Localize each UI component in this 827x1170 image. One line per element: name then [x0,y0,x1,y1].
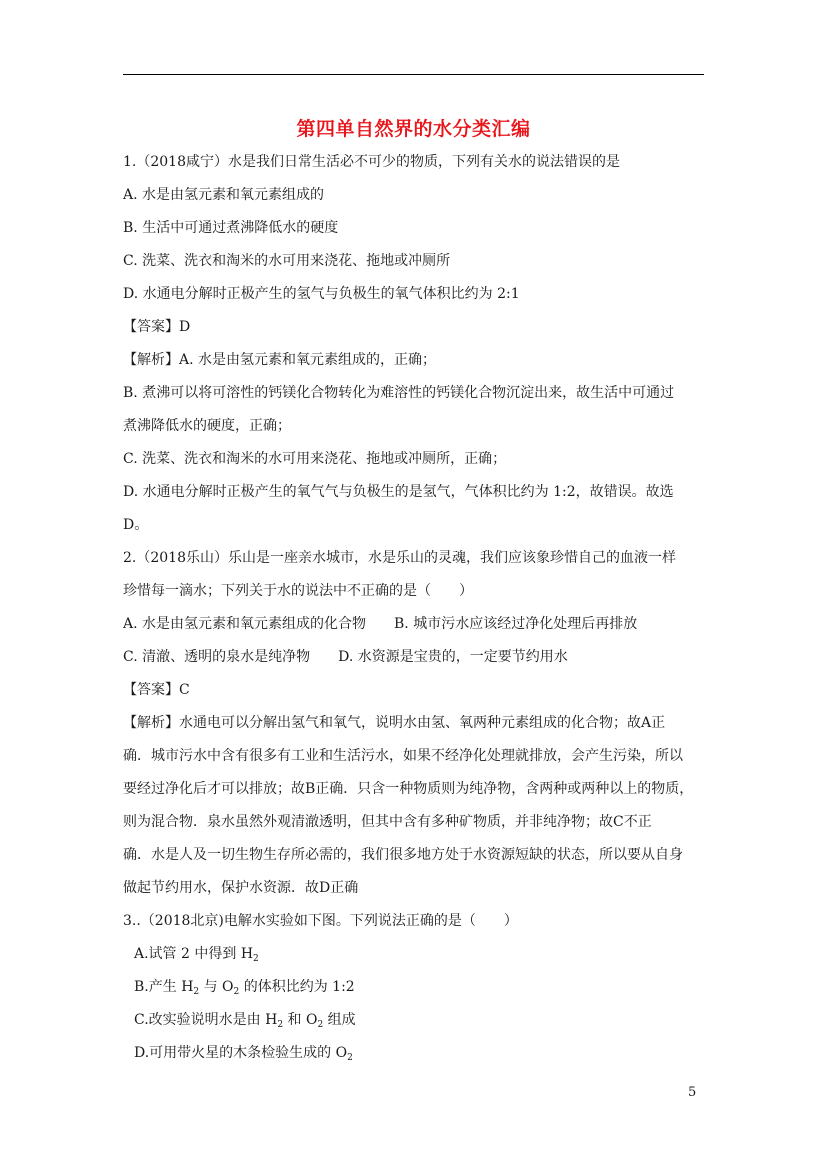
q1-option-a: A. 水是由氢元素和氧元素组成的 [123,187,325,203]
q3-option-c: C.改实验说明水是由 $H_2$ 和 $O_2$ 组成 [134,1012,356,1030]
q1-analysis-line: D。 [123,517,149,533]
q1-analysis-line: D. 水通电分解时正极产生的氧气气与负极生的是氢气，气体积比约为 1:2，故错误。故选 [123,484,674,500]
q2-analysis-line: 则为混合物．泉水虽然外观清澈透明，但其中含有多种矿物质，并非纯净物；故C不正 [123,814,652,830]
page-number: 5 [688,1085,697,1100]
q2-options-ab: A. 水是由氢元素和氧元素组成的化合物 B. 城市污水应该经过净化处理后再排放 [123,616,638,632]
q1-option-c: C. 洗菜、洗衣和淘米的水可用来浇花、拖地或冲厕所 [123,253,451,269]
q2-stem: 珍惜每一滴水；下列关于水的说法中不正确的是（ ） [123,583,473,599]
q1-option-d: D. 水通电分解时正极产生的氢气与负极生的氧气体积比约为 2:1 [123,286,520,302]
q1-analysis-line: 【解析】A. 水是由氢元素和氧元素组成的，正确； [123,352,437,368]
q1-analysis-line: C. 洗菜、洗衣和淘米的水可用来浇花、拖地或冲厕所，正确； [123,451,507,467]
q2-analysis-line: 【解析】水通电可以分解出氢气和氧气，说明水由氢、氧两种元素组成的化合物；故A正 [123,715,666,731]
q1-answer: 【答案】D [123,319,191,335]
q1-analysis-line: 煮沸降低水的硬度，正确； [123,418,291,434]
q2-analysis-line: 要经过净化后才可以排放；故B正确．只含一种物质则为纯净物，含两种或两种以上的物质， [123,781,694,797]
q1-stem: 1.（2018咸宁）水是我们日常生活必不可少的物质，下列有关水的说法错误的是 [123,154,620,170]
page-title: 第四单自然界的水分类汇编 [296,118,531,140]
q1-option-b: B. 生活中可通过煮沸降低水的硬度 [123,220,339,236]
q3-option-d: D.可用带火星的木条检验生成的 $O_2$ [134,1045,353,1063]
q2-answer: 【答案】C [123,682,190,698]
q3-option-a: A.试管 2 中得到 $H_2$ [134,946,259,964]
q2-analysis-line: 确．城市污水中含有很多有工业和生活污水，如果不经净化处理就排放，会产生污染，所以 [123,748,683,764]
q3-option-b: B.产生 $H_2$ 与 $O_2$ 的体积比约为 1:2 [134,979,355,997]
q1-analysis-line: B. 煮沸可以将可溶性的钙镁化合物转化为难溶性的钙镁化合物沉淀出来，故生活中可通过 [123,385,675,401]
q3-stem: 3..（2018北京)电解水实验如下图。下列说法正确的是（ ） [123,913,518,929]
q2-stem: 2.（2018乐山）乐山是一座亲水城市，水是乐山的灵魂，我们应该象珍惜自己的血液一样 [123,550,676,566]
q2-analysis-line: 确．水是人及一切生物生存所必需的，我们很多地方处于水资源短缺的状态，所以要从自身 [123,847,683,863]
document-body [123,146,706,1070]
header-rule [123,74,704,75]
q2-analysis-line: 做起节约用水，保护水资源．故D正确 [123,880,359,896]
q2-options-cd: C. 清澈、透明的泉水是纯净物 D. 水资源是宝贵的，一定要节约用水 [123,649,568,665]
